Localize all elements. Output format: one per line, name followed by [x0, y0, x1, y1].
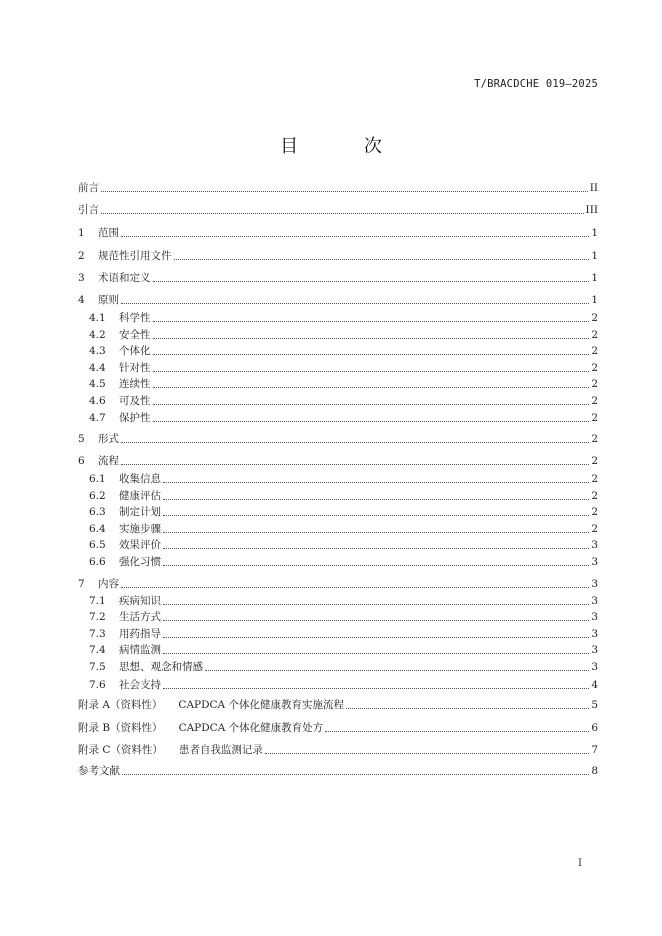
toc-entry-title: 科学性	[119, 312, 151, 324]
toc-entry-label	[78, 431, 119, 447]
toc-entry-number: 7.5	[89, 661, 106, 673]
toc-entry-title: 效果评价	[119, 539, 161, 551]
toc-entry-label	[78, 248, 172, 264]
page-title: 目 次	[280, 136, 412, 157]
dot-leader	[153, 420, 590, 422]
toc-entry-page: 2	[591, 433, 598, 445]
toc-entry[interactable]	[78, 609, 598, 625]
toc-entry-page: 6	[591, 722, 598, 734]
toc-entry-title: 强化习惯	[119, 556, 161, 568]
toc-entry-label	[89, 659, 203, 675]
toc-entry[interactable]	[78, 393, 598, 409]
dot-leader	[121, 441, 589, 443]
toc-entry-title: 参考文献	[78, 765, 120, 777]
toc-entry-page: 1	[591, 250, 598, 262]
toc-entry-title: CAPDCA 个体化健康教育实施流程	[178, 699, 344, 711]
toc-entry-label	[89, 537, 161, 553]
toc-entry-title: 疾病知识	[119, 595, 161, 607]
toc-entry-page: 1	[591, 272, 598, 284]
toc-entry-title: 健康评估	[119, 490, 161, 502]
toc-entry-page: 2	[591, 362, 598, 374]
toc-entry-title: 用药指导	[119, 628, 161, 640]
toc-entry-title: 保护性	[119, 412, 151, 424]
toc-entry-label	[89, 609, 161, 625]
toc-entry-number: 7.3	[89, 628, 106, 640]
dot-leader	[122, 773, 589, 775]
toc-entry-label	[78, 180, 99, 196]
toc-entry[interactable]	[78, 327, 598, 343]
toc-entry-page: 1	[591, 294, 598, 306]
toc-entry-label	[89, 310, 151, 326]
toc-entry-label	[89, 376, 151, 392]
toc-entry[interactable]	[78, 576, 598, 592]
toc-entry-page: 3	[591, 578, 598, 590]
toc-entry-title: 形式	[98, 433, 119, 445]
toc-entry-label	[89, 626, 161, 642]
toc-entry-title: 患者自我监测记录	[178, 744, 263, 756]
dot-leader	[163, 652, 589, 654]
toc-entry-label	[89, 593, 161, 609]
toc-entry-label	[89, 360, 151, 376]
toc-entry-number: 7	[78, 578, 85, 590]
toc-entry[interactable]	[78, 593, 598, 609]
toc-entry-label	[89, 410, 151, 426]
toc-entry-page: 2	[591, 395, 598, 407]
toc-entry-title: 前言	[78, 182, 99, 194]
dot-leader	[205, 669, 589, 671]
toc-entry-title: 原则	[98, 294, 119, 306]
dot-leader	[153, 403, 590, 405]
toc-entry-label	[78, 720, 323, 736]
toc-entry[interactable]	[78, 521, 598, 537]
toc-entry-title: 安全性	[119, 329, 151, 341]
dot-leader	[153, 353, 590, 355]
toc-entry-title: 个体化	[119, 345, 151, 357]
dot-leader	[163, 514, 589, 516]
toc-entry-page: 7	[591, 744, 598, 756]
dot-leader	[121, 235, 589, 237]
document-code: T/BRACDCHE 019—2025	[474, 78, 598, 90]
toc-entry[interactable]	[78, 504, 598, 520]
toc-entry[interactable]	[78, 248, 598, 264]
toc-entry[interactable]	[78, 310, 598, 326]
toc-entry-number: 2	[78, 250, 85, 262]
toc-entry-page: 2	[591, 378, 598, 390]
toc-entry[interactable]	[78, 720, 598, 736]
dot-leader	[121, 586, 589, 588]
toc-entry-title: CAPDCA 个体化健康教育处方	[178, 722, 324, 734]
toc-entry-title: 连续性	[119, 378, 151, 390]
toc-entry[interactable]	[78, 180, 598, 196]
toc-entry-label	[89, 521, 161, 537]
toc-entry-page: 3	[591, 556, 598, 568]
toc-entry-number: 4.6	[89, 395, 106, 407]
toc-entry-number: 4.7	[89, 412, 106, 424]
toc-entry-page: 3	[591, 661, 598, 673]
toc-entry-label	[89, 471, 161, 487]
toc-entry-label	[78, 763, 120, 779]
toc-entry-label	[78, 292, 119, 308]
toc-entry-title: 引言	[78, 204, 99, 216]
toc-entry[interactable]	[78, 488, 598, 504]
toc-entry[interactable]	[78, 410, 598, 426]
toc-entry[interactable]	[78, 225, 598, 241]
toc-entry-number: 6	[78, 455, 85, 467]
toc-entry-label	[78, 576, 119, 592]
toc-entry[interactable]	[78, 642, 598, 658]
dot-leader	[101, 212, 584, 214]
toc-entry-page: 3	[591, 539, 598, 551]
toc-entry-label	[78, 225, 119, 241]
toc-entry-title: 社会支持	[119, 679, 161, 691]
toc-entry-number: 7.1	[89, 595, 106, 607]
toc-entry[interactable]	[78, 376, 598, 392]
toc-entry[interactable]	[78, 471, 598, 487]
toc-entry-number: 4.2	[89, 329, 106, 341]
toc-entry-title: 内容	[98, 578, 119, 590]
toc-entry-number: 附录 C（资料性）	[78, 744, 163, 756]
dot-leader	[163, 603, 589, 605]
dot-leader	[325, 730, 589, 732]
toc-entry-page: 3	[591, 628, 598, 640]
toc-entry-label	[78, 270, 151, 286]
toc-entry-label	[78, 742, 263, 758]
toc-entry-number: 附录 B（资料性）	[78, 722, 163, 734]
dot-leader	[163, 619, 589, 621]
toc-entry-page: 2	[591, 506, 598, 518]
dot-leader	[346, 707, 589, 709]
toc-entry-page: 2	[591, 490, 598, 502]
toc-entry-number: 6.2	[89, 490, 106, 502]
dot-leader	[153, 370, 590, 372]
toc-entry-number: 1	[78, 227, 85, 239]
toc-entry-page: 2	[591, 412, 598, 424]
toc-entry-number: 7.2	[89, 611, 106, 623]
toc-entry-label	[78, 202, 99, 218]
toc-entry-label	[89, 393, 151, 409]
toc-entry-title: 规范性引用文件	[98, 250, 172, 262]
toc-entry-page: II	[589, 182, 598, 194]
toc-entry[interactable]	[78, 292, 598, 308]
toc-entry-page: III	[585, 204, 598, 216]
toc-entry-label	[78, 697, 344, 713]
toc-entry-page: 8	[591, 765, 598, 777]
toc-entry-title: 思想、观念和情感	[119, 661, 203, 673]
toc-entry-number: 附录 A（资料性）	[78, 699, 163, 711]
dot-leader	[163, 687, 589, 689]
toc-entry-number: 5	[78, 433, 85, 445]
toc-entry[interactable]	[78, 742, 598, 758]
dot-leader	[101, 190, 588, 192]
toc-entry-number: 6.6	[89, 556, 106, 568]
dot-leader	[153, 386, 590, 388]
toc-entry[interactable]	[78, 626, 598, 642]
toc-entry-title: 收集信息	[119, 473, 161, 485]
dot-leader	[121, 302, 589, 304]
dot-leader	[121, 463, 589, 465]
page-number: I	[578, 858, 582, 869]
toc-entry-label	[78, 453, 119, 469]
dot-leader	[163, 564, 589, 566]
toc-entry-title: 实施步骤	[119, 523, 161, 535]
toc-entry-number: 6.1	[89, 473, 106, 485]
toc-entry-page: 2	[591, 345, 598, 357]
dot-leader	[265, 752, 589, 754]
dot-leader	[163, 547, 589, 549]
toc-entry-number: 7.4	[89, 644, 106, 656]
toc-entry-page: 3	[591, 595, 598, 607]
dot-leader	[163, 636, 589, 638]
toc-entry-number: 6.5	[89, 539, 106, 551]
toc-entry[interactable]	[78, 554, 598, 570]
toc-entry-page: 5	[591, 699, 598, 711]
toc-entry[interactable]	[78, 270, 598, 286]
dot-leader	[153, 337, 590, 339]
toc-entry-page: 4	[591, 679, 598, 691]
toc-entry[interactable]	[78, 537, 598, 553]
toc-entry-number: 4.1	[89, 312, 106, 324]
toc-entry-number: 4.3	[89, 345, 106, 357]
toc-entry-number: 6.4	[89, 523, 106, 535]
dot-leader	[153, 320, 590, 322]
toc-entry-number: 3	[78, 272, 85, 284]
dot-leader	[153, 280, 590, 282]
dot-leader	[163, 531, 589, 533]
toc-entry[interactable]	[78, 677, 598, 693]
toc-entry-number: 4.5	[89, 378, 106, 390]
dot-leader	[174, 258, 590, 260]
toc-entry-number: 4.4	[89, 362, 106, 374]
toc-entry-page: 2	[591, 473, 598, 485]
toc-entry-title: 病情监测	[119, 644, 161, 656]
toc-entry-number: 6.3	[89, 506, 106, 518]
toc-entry-label	[89, 327, 151, 343]
toc-entry-page: 3	[591, 644, 598, 656]
toc-entry-label	[89, 488, 161, 504]
toc-entry-title: 生活方式	[119, 611, 161, 623]
toc-entry[interactable]	[78, 202, 598, 218]
toc-entry-title: 流程	[98, 455, 119, 467]
toc-entry-page: 2	[591, 455, 598, 467]
toc-entry-page: 1	[591, 227, 598, 239]
toc-entry-label	[89, 343, 151, 359]
toc-entry-label	[89, 504, 161, 520]
dot-leader	[163, 498, 589, 500]
toc-entry-page: 2	[591, 329, 598, 341]
toc-entry-title: 制定计划	[119, 506, 161, 518]
toc-entry[interactable]	[78, 431, 598, 447]
toc-entry[interactable]	[78, 697, 598, 713]
dot-leader	[163, 481, 589, 483]
toc-entry[interactable]	[78, 659, 598, 675]
toc-entry-page: 2	[591, 523, 598, 535]
toc-entry-number: 4	[78, 294, 85, 306]
toc-entry-title: 针对性	[119, 362, 151, 374]
toc-entry-label	[89, 677, 161, 693]
toc-entry-number: 7.6	[89, 679, 106, 691]
toc-entry-label	[89, 642, 161, 658]
toc-entry[interactable]	[78, 763, 598, 779]
toc-entry-label	[89, 554, 161, 570]
toc-entry-page: 3	[591, 611, 598, 623]
toc-entry-title: 范围	[98, 227, 119, 239]
toc-entry[interactable]	[78, 343, 598, 359]
toc-entry[interactable]	[78, 360, 598, 376]
toc-entry[interactable]	[78, 453, 598, 469]
toc-entry-page: 2	[591, 312, 598, 324]
toc-entry-title: 术语和定义	[98, 272, 151, 284]
toc-entry-title: 可及性	[119, 395, 151, 407]
